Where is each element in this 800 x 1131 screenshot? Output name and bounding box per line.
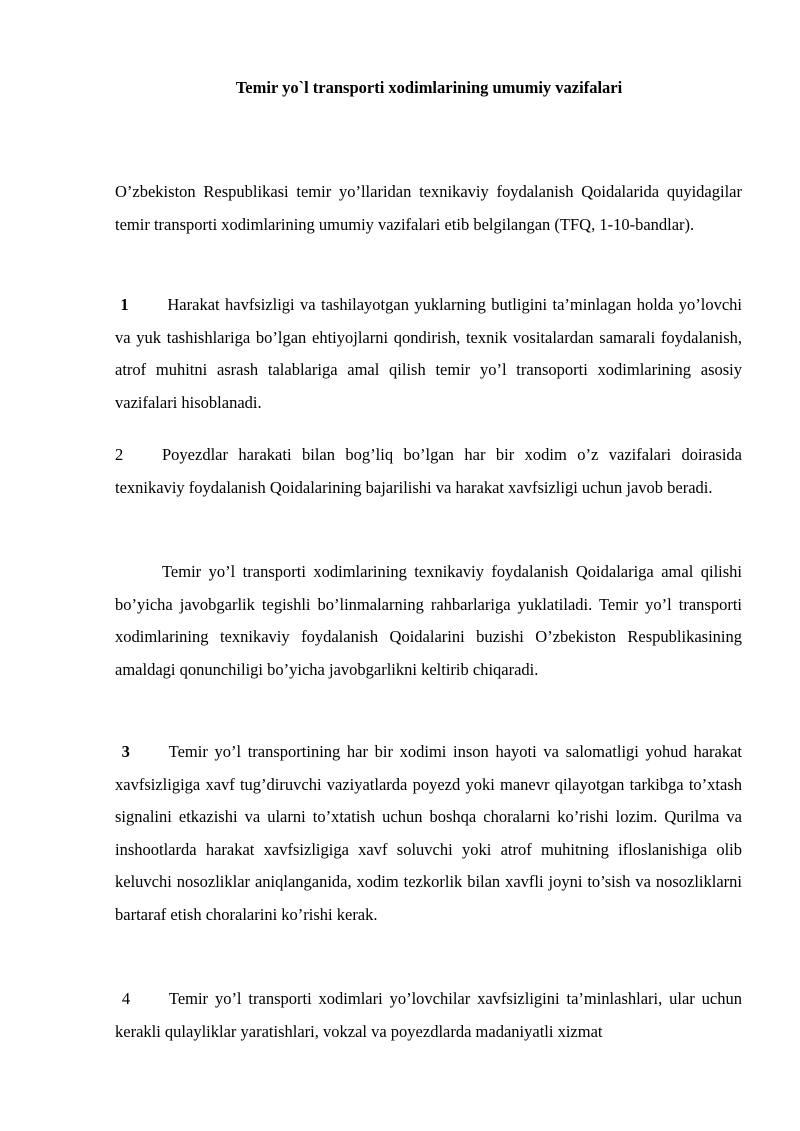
paragraph-3 xyxy=(115,736,742,931)
paragraph-1-number: 1 xyxy=(120,295,129,314)
paragraph-2-text: Poyezdlar harakati bilan bog’liq bo’lgan har bir xodim o’z vazifalari doirasida texnikaviy foydalanish Qoidalarining bajarilishi va harakat xavfsizligi uchun javob beradi. xyxy=(115,445,742,497)
paragraph-2-continuation xyxy=(115,556,742,686)
paragraph-2 xyxy=(115,439,742,504)
paragraph-2-continuation-text: Temir yo’l transporti xodimlarining texnikaviy foydalanish Qoidalariga amal qilishi bo’yicha javobgarlik tegishli bo’linmalarning rahbarlariga yuklatiladi. Temir yo’l transporti xodimlarining texnikaviy foydalanish Qoidalarini buzishi O’zbekiston Respublikasining amaldagi qonunchiligi bo’yicha javobgarlikni keltirib chiqaradi. xyxy=(115,562,742,679)
paragraph-2-number: 2 xyxy=(115,445,124,464)
paragraph-3-number: 3 xyxy=(121,742,130,761)
paragraph-intro xyxy=(115,176,742,241)
paragraph-3-text: Temir yo’l transportining har bir xodimi inson hayoti va salomatligi yohud harakat xavfsizligiga xavf tug’diruvchi vaziyatlarda poyezd yoki manevr qilayotgan tarkibga to’xtash signalini etkazishi va ularni to’xtatish uchun boshqa choralarni ko’rishi lozim. Qurilma va inshootlarda harakat xavfsizligiga xavf soluvchi yoki atrof muhitning ifloslanishiga olib keluvchi nosozliklar aniqlanganida, xodim tezkorlik bilan xavfli joyni to’sish va nosozliklarni bartaraf etish choralarini ko’rishi kerak. xyxy=(115,742,743,924)
paragraph-intro-text: O’zbekiston Respublikasi temir yo’llaridan texnikaviy foydalanish Qoidalarida quyidagilar temir transporti xodimlarining umumiy vazifalari etib belgilangan (TFQ, 1-10-bandlar). xyxy=(115,182,742,234)
paragraph-1 xyxy=(115,289,742,419)
paragraph-4-text: Temir yo’l transporti xodimlari yo’lovchilar xavfsizligini ta’minlashlari, ular uchun kerakli qulayliklar yaratishlari, vokzal va poyezdlarda madaniyatli xizmat xyxy=(115,989,742,1041)
paragraph-4-number: 4 xyxy=(121,989,131,1008)
paragraph-4 xyxy=(115,983,742,1048)
paragraph-1-text: Harakat havfsizligi va tashilayotgan yuklarning butligini ta’minlagan holda yo’lovchi va yuk tashishlariga bo’lgan ehtiyojlarni qondirish, texnik vositalardan samarali foydalanish, atrof muhitni asrash talablariga amal qilish temir yo’l transoporti xodimlarining asosiy vazifalari hisoblanadi. xyxy=(115,295,742,412)
document-title: Temir yo`l transporti xodimlarining umumiy vazifalari xyxy=(235,78,623,97)
